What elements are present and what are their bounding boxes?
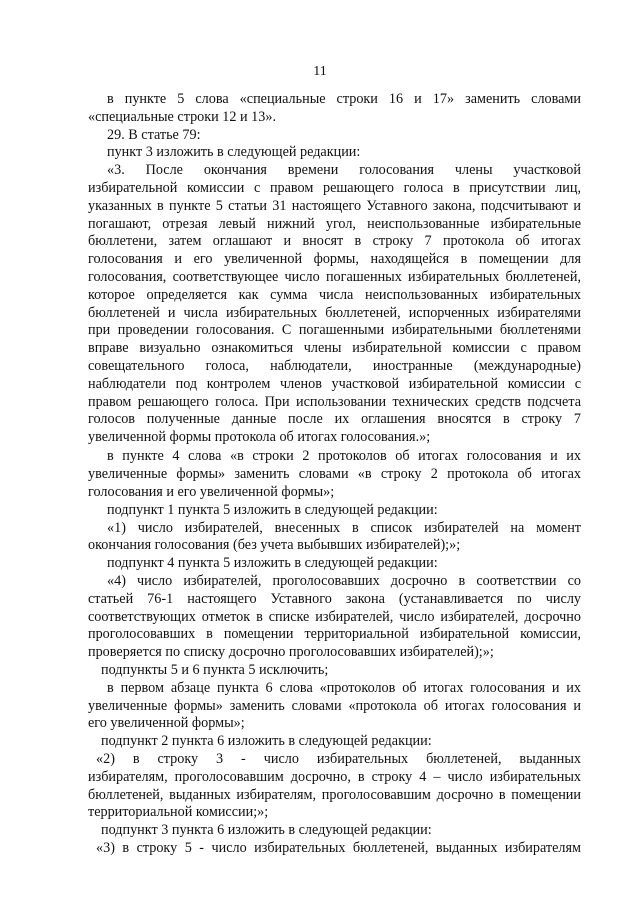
- text-line: бюллетеней и числа избирательных бюллетеней, испорченных избирателями: [88, 304, 581, 321]
- text-line: в первом абзаце пункта 6 слова «протоколов об итогах голосования и их: [107, 679, 581, 696]
- text-line: увеличенные формы» заменить словами «в строку 2 протокола об итогах: [88, 466, 581, 483]
- text-line: окончания голосования (без учета выбывших избирателей);»;: [88, 537, 461, 554]
- text-line: вправе визуально ознакомиться члены избирательной комиссии с правом: [88, 340, 581, 357]
- text-line: подпункты 5 и 6 пункта 5 исключить;: [101, 662, 329, 678]
- text-line: подпункт 1 пункта 5 изложить в следующей редакции:: [107, 501, 438, 518]
- text-line: голосования и его увеличенной формы, находящейся в помещении для: [88, 251, 581, 268]
- text-line: которое определяется как сумма числа неиспользованных избирательных: [88, 286, 581, 303]
- text-line: указанных в пункте 5 статьи 31 настоящего Уставного закона, подсчитывают и: [88, 197, 581, 214]
- text-line: голосов полученные данные после их оглашения вносятся в строку 7: [88, 411, 581, 428]
- text-line: проверяется по списку досрочно проголосовавших избирателей);»;: [88, 644, 494, 661]
- text-line: увеличенные формы» заменить словами «протокола об итогах голосования и: [88, 697, 581, 714]
- text-line: «2) в строку 3 - число избирательных бюллетеней, выданных: [96, 750, 581, 767]
- text-line: его увеличенной формы»;: [88, 715, 245, 732]
- text-line: «специальные строки 12 и 13».: [88, 108, 276, 125]
- text-line: голосования, соответствующее число погашенных избирательных бюллетеней,: [88, 268, 581, 285]
- text-line: подпункт 4 пункта 5 изложить в следующей редакции:: [107, 555, 438, 572]
- document-body: [88, 91, 581, 858]
- text-line: совещательного голоса, наблюдатели, иностранные (международные): [88, 357, 581, 374]
- text-line: увеличенной формы протокола об итогах голосования.»;: [88, 429, 431, 446]
- text-line: статьей 76-1 настоящего Уставного закона (устанавливается по числу: [88, 590, 581, 607]
- text-line: бюллетени, затем оглашают и вносят в строку 7 протокола об итогах: [88, 233, 581, 250]
- text-line: бюллетеней, выданных избирателям, проголосовавшим досрочно в помещении: [88, 786, 581, 803]
- text-line: 29. В статье 79:: [107, 126, 201, 143]
- text-line: в пункте 4 слова «в строки 2 протоколов об итогах голосования и их: [107, 448, 581, 465]
- text-line: наблюдатели под контролем членов участковой избирательной комиссии с: [88, 375, 581, 392]
- page-number: 11: [313, 64, 327, 79]
- text-line: «3. После окончания времени голосования члены участковой: [107, 162, 581, 179]
- text-line: избирательной комиссии с правом решающего голоса в присутствии лиц,: [88, 179, 581, 196]
- text-line: соответствующих отметок в списке избирателей, число избирателей, досрочно: [88, 608, 581, 625]
- text-line: в пункте 5 слова «специальные строки 16 и 17» заменить словами: [107, 91, 581, 107]
- text-line: проголосовавших в помещении территориальной избирательной комиссии,: [88, 626, 581, 643]
- text-line: «4) число избирателей, проголосовавших досрочно в соответствии со: [107, 573, 581, 590]
- text-line: «3) в строку 5 - число избирательных бюллетеней, выданных избирателям: [96, 839, 581, 856]
- text-line: подпункт 3 пункта 6 изложить в следующей редакции:: [101, 822, 432, 839]
- text-line: правом решающего голоса. При использовании технических средств подсчета: [88, 393, 581, 410]
- text-line: погашают, отрезая левый нижний угол, неиспользованные избирательные: [88, 215, 581, 232]
- text-line: пункт 3 изложить в следующей редакции:: [107, 144, 361, 161]
- text-line: избирателям, проголосовавшим досрочно, в строку 4 – число избирательных: [88, 768, 581, 785]
- text-line: подпункт 2 пункта 6 изложить в следующей редакции:: [101, 733, 432, 750]
- text-line: при проведении голосования. С погашенными избирательными бюллетенями: [88, 322, 581, 339]
- text-line: территориальной комиссии;»;: [88, 804, 269, 821]
- text-line: «1) число избирателей, внесенных в список избирателей на момент: [107, 519, 581, 536]
- text-line: голосования и его увеличенной формы»;: [88, 484, 335, 501]
